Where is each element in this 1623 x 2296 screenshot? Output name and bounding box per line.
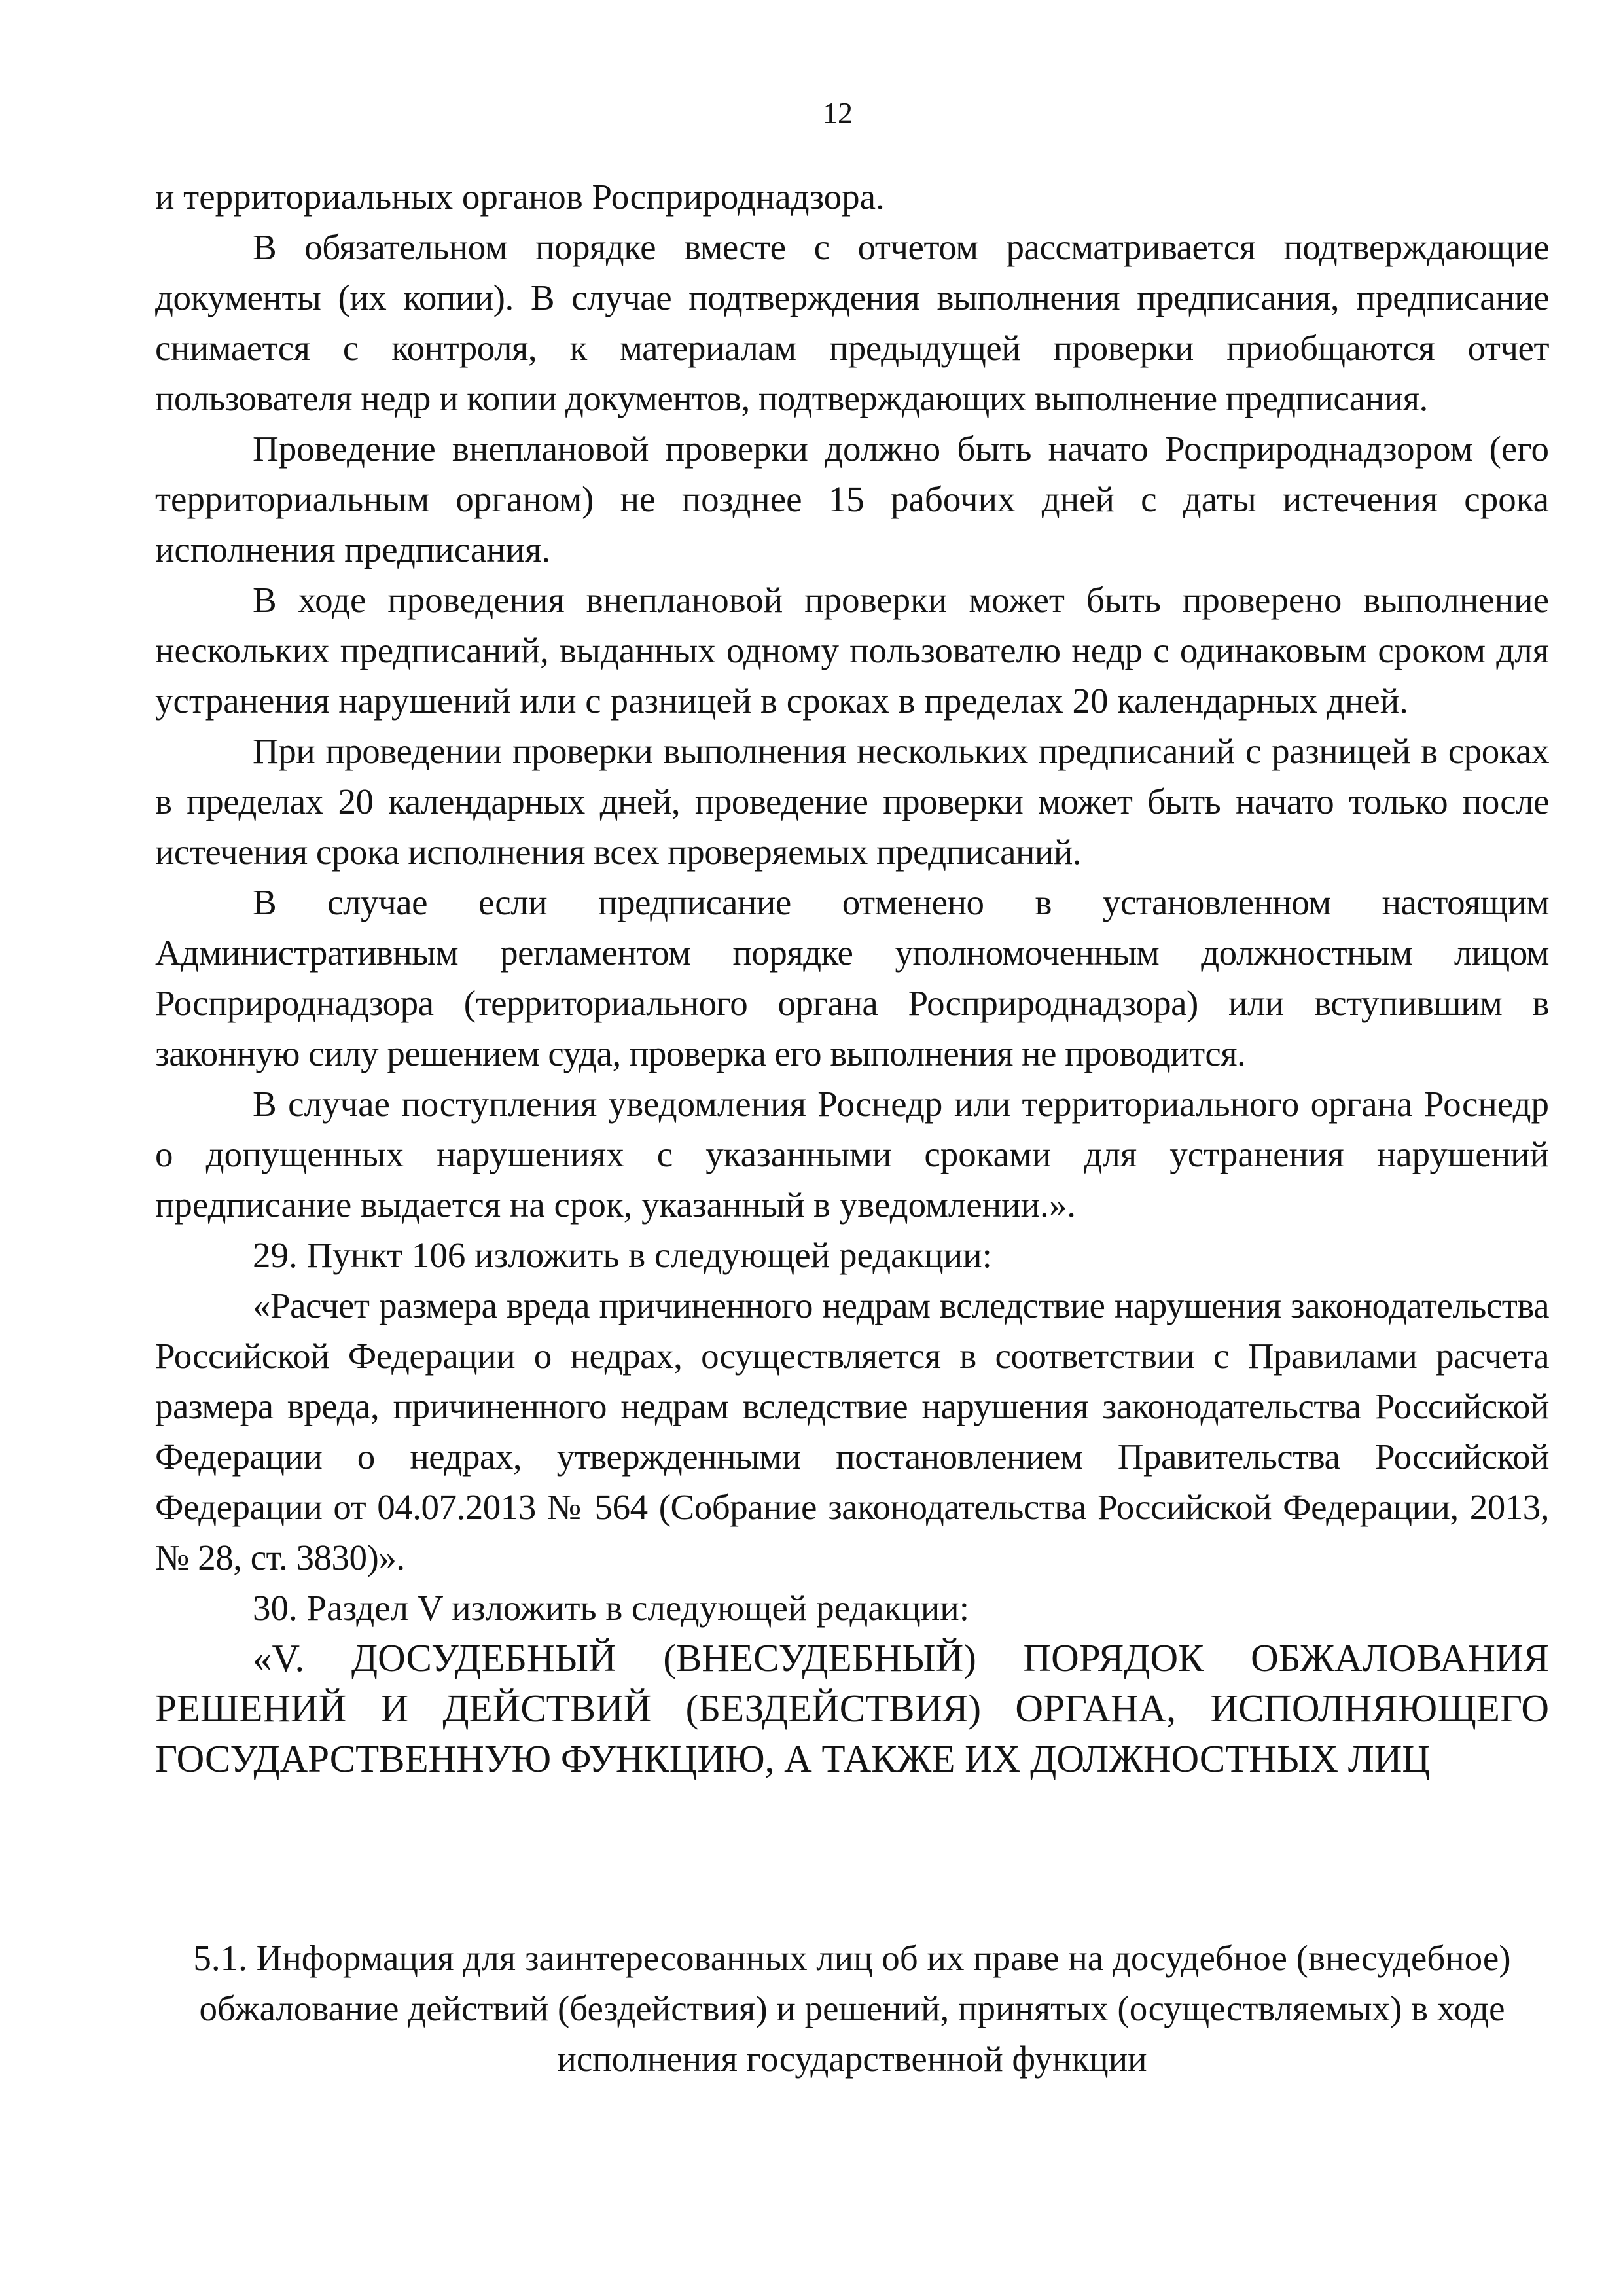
page-number: 12 [823,96,853,130]
paragraph-continuation: и территориальных органов Росприроднадзора. [155,177,885,217]
paragraph-inspection-timing: При проведении проверки выполнения нескольких предписаний с разницей в сроках в пределах 20 календарных дней, проведение проверки может быть начато только после истечения срока исполнения всех проверяемых предписаний. [155,731,1549,872]
paragraph-damage-calculation: «Расчет размера вреда причиненного недрам вследствие нарушения законодательства Российской Федерации о недрах, осуществляется в соответствии с Правилами расчета размера вреда, причиненного недрам вследствие нарушения законодательства Российской Федерации о недрах, утвержденными постановлением Правительства Российской Федерации от 04.07.2013 № 564 (Собрание законодательства Российской Федерации, 2013, № 28, ст. 3830)». [155,1285,1549,1577]
paragraph-item-29: 29. Пункт 106 изложить в следующей редакции: [253,1235,992,1275]
subsection-heading: 5.1. Информация для заинтересованных лиц об их праве на досудебное (внесудебное) обжалование действий (бездействия) и решений, принятых (осуществляемых) в ходе исполнения государственной функции [193,1938,1511,2079]
paragraph-order-cancelled: В случае если предписание отменено в установленном настоящим Административным регламентом порядке уполномоченным должностным лицом Росприроднадзора (территориального органа Росприроднадзора) или вступившим в законную силу решением суда, проверка его выполнения не проводится. [155,882,1549,1073]
document-body [155,171,1549,1784]
paragraph-item-30: 30. Раздел V изложить в следующей редакции: [253,1588,970,1628]
paragraph-report-review: В обязательном порядке вместе с отчетом рассматривается подтверждающие документы (их копии). В случае подтверждения выполнения предписания, предписание снимается с контроля, к материалам предыдущей проверки приобщаются отчет пользователя недр и копии документов, подтверждающих выполнение предписания. [155,227,1549,418]
section-heading: «V. ДОСУДЕБНЫЙ (ВНЕСУДЕБНЫЙ) ПОРЯДОК ОБЖАЛОВАНИЯ РЕШЕНИЙ И ДЕЙСТВИЙ (БЕЗДЕЙСТВИЯ) ОРГАНА, ИСПОЛНЯЮЩЕГО ГОСУДАРСТВЕННУЮ ФУНКЦИЮ, А ТАКЖЕ ИХ ДОЛЖНОСТНЫХ ЛИЦ [155,1636,1549,1780]
paragraph-rosnedra-notice: В случае поступления уведомления Роснедр или территориального органа Роснедр о допущенных нарушениях с указанными сроками для устранения нарушений предписание выдается на срок, указанный в уведомлении.». [155,1084,1549,1225]
paragraph-unscheduled-inspection-start: Проведение внеплановой проверки должно быть начато Росприроднадзором (его территориальным органом) не позднее 15 рабочих дней с даты истечения срока исполнения предписания. [155,429,1549,569]
paragraph-multiple-orders: В ходе проведения внеплановой проверки может быть проверено выполнение нескольких предписаний, выданных одному пользователю недр с одинаковым сроком для устранения нарушений или с разницей в сроках в пределах 20 календарных дней. [155,580,1549,721]
